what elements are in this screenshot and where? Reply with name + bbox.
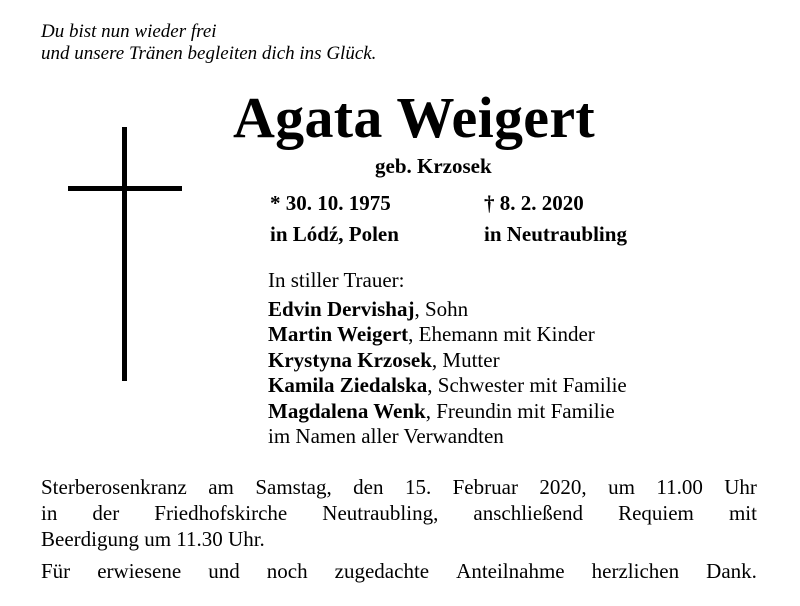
service-line xyxy=(41,474,757,500)
service-word: Februar xyxy=(452,475,518,499)
service-word: am xyxy=(208,475,234,499)
cross-icon xyxy=(68,127,183,381)
mourner-entry xyxy=(268,322,627,348)
mourner-name: Magdalena Wenk xyxy=(268,398,426,423)
cross-horizontal-bar xyxy=(68,186,182,191)
death-place: in Neutraubling xyxy=(484,222,627,246)
thanks-word: noch xyxy=(266,559,308,583)
service-word: Requiem xyxy=(618,501,694,525)
death-info xyxy=(484,188,627,250)
mourner-relation: , Schwester mit Familie xyxy=(427,373,627,397)
service-word: Friedhofskirche xyxy=(154,501,288,525)
service-line xyxy=(41,500,757,526)
mourners-block xyxy=(268,268,627,450)
service-word: um xyxy=(608,475,635,499)
mourner-relation: , Mutter xyxy=(431,347,500,372)
thanks-line xyxy=(41,558,757,584)
birth-info xyxy=(270,188,399,250)
mourner-name: Kamila Ziedalska xyxy=(268,373,428,397)
service-word: 2020, xyxy=(539,475,587,499)
mourners-closing: im Namen aller Verwandten xyxy=(268,424,504,448)
mourner-name: Edvin Dervishaj xyxy=(268,296,415,321)
cross-vertical-bar xyxy=(122,127,127,381)
mourner-name: Krystyna Krzosek xyxy=(268,347,432,372)
motto-line: und unsere Tränen begleiten dich ins Glück. xyxy=(41,43,377,64)
thanks-word: erwiesene xyxy=(97,559,182,583)
service-word: der xyxy=(92,501,120,525)
mourner-relation: , Ehemann mit Kinder xyxy=(408,322,595,346)
service-word: in xyxy=(41,501,58,525)
service-word: Uhr xyxy=(724,475,757,499)
service-line: Beerdigung um 11.30 Uhr. xyxy=(41,527,265,551)
service-word: Samstag, xyxy=(255,475,332,499)
mourner-entry xyxy=(268,348,627,374)
thanks-word: Dank. xyxy=(706,559,757,583)
deceased-name: Agata Weigert xyxy=(233,85,596,150)
mourner-relation: , Freundin mit Familie xyxy=(425,398,615,423)
birth-place: in Lódź, Polen xyxy=(270,222,399,246)
motto-line: Du bist nun wieder frei xyxy=(41,21,217,42)
thanks-word: Anteilnahme xyxy=(456,559,565,583)
service-word: den xyxy=(353,475,384,499)
service-word: 15. xyxy=(404,475,432,499)
service-details xyxy=(41,474,757,584)
service-word: 11.00 xyxy=(656,475,703,499)
birth-date: * 30. 10. 1975 xyxy=(270,191,391,215)
mourner-entry xyxy=(268,399,627,425)
motto-verse xyxy=(41,21,376,65)
mourner-relation: , Sohn xyxy=(414,296,469,321)
mourner-entry xyxy=(268,297,627,323)
service-word: Neutraubling, xyxy=(322,501,439,525)
thanks-word: zugedachte xyxy=(334,559,430,583)
service-word: mit xyxy=(728,501,757,525)
service-word: anschließend xyxy=(473,501,584,525)
thanks-word: herzlichen xyxy=(591,559,680,583)
thanks-word: und xyxy=(208,559,240,583)
thanks-word: Für xyxy=(41,559,71,583)
mourner-name: Martin Weigert xyxy=(268,322,409,346)
mourners-intro: In stiller Trauer: xyxy=(268,268,405,292)
service-word: Sterberosenkranz xyxy=(41,475,187,499)
maiden-name: geb. Krzosek xyxy=(375,154,492,178)
mourner-entry xyxy=(268,373,627,399)
death-date: † 8. 2. 2020 xyxy=(484,191,584,215)
